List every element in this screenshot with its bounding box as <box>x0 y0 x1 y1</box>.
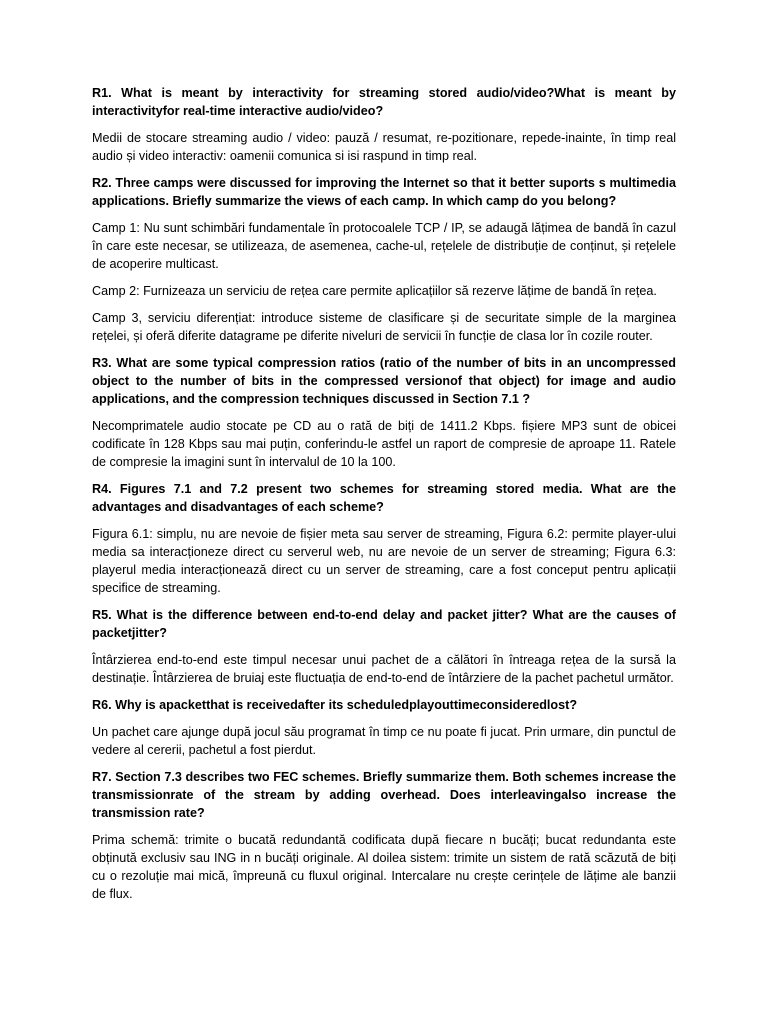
question-r3: R3. What are some typical compression ratios (ratio of the number of bits in an uncompressed object to the number of bits in the compressed versionof that object) for image and audio applications, and the compression techniques discussed in Section 7.1 ? <box>92 356 676 406</box>
question-r1: R1. What is meant by interactivity for streaming stored audio/video?What is meant by interactivityfor real-time interactive audio/video? <box>92 86 676 118</box>
question-r4: R4. Figures 7.1 and 7.2 present two schemes for streaming stored media. What are the advantages and disadvantages of each scheme? <box>92 482 676 514</box>
answer-r2-camp1: Camp 1: Nu sunt schimbări fundamentale în protocoalele TCP / IP, se adaugă lățimea de bandă în cazul în care este necesar, se utilizeaza, de asemenea, cache-ul, rețelele de distribuție de conținut, și rețelele de acoperire multicast. <box>92 221 676 271</box>
answer-r1: Medii de stocare streaming audio / video: pauză / resumat, re-pozitionare, repede-inainte, în timp real audio și video interactiv: oamenii comunica si isi raspund in timp real. <box>92 131 676 163</box>
answer-r3: Necomprimatele audio stocate pe CD au o rată de biți de 1411.2 Kbps. fișiere MP3 sunt de obicei codificate în 128 Kbps sau mai puțin, conferindu-le astfel un raport de compresie de aproape 11. Ratele de compresie la imagini sunt în intervalul de 10 la 100. <box>92 419 676 469</box>
question-r2: R2. Three camps were discussed for improving the Internet so that it better suports s multimedia applications. Briefly summarize the views of each camp. In which camp do you belong? <box>92 176 676 208</box>
answer-r2-camp3: Camp 3, serviciu diferențiat: introduce sisteme de clasificare și de securitate simple de la marginea rețelei, și oferă diferite datagrame pe diferite niveluri de servicii în funcție de clasa lor în cozile router. <box>92 311 676 343</box>
question-r7: R7. Section 7.3 describes two FEC schemes. Briefly summarize them. Both schemes increase the transmissionrate of the stream by adding overhead. Does interleavingalso increase the transmission rate? <box>92 770 676 820</box>
answer-r6: Un pachet care ajunge după jocul său programat în timp ce nu poate fi jucat. Prin urmare, din punctul de vedere al cererii, pachetul a fost pierdut. <box>92 725 676 757</box>
answer-r5: Întârzierea end-to-end este timpul necesar unui pachet de a călători în întreaga rețea de la sursă la destinație. Întârzierea de bruiaj este fluctuația de end-to-end de întârziere de la pachet pachetul următor. <box>92 653 676 685</box>
question-r6: R6. Why is apacketthat is receivedafter its scheduledplayouttimeconsideredlost? <box>92 698 578 712</box>
answer-r7: Prima schemă: trimite o bucată redundantă codificata după fiecare n bucăți; bucat redundanta este obținută exclusiv sau ING in n bucăți originale. Al doilea sistem: trimite un sistem de rată scăzută de biți cu o rezoluție mai mică, împreună cu fluxul original. Intercalare nu crește cerințele de lățime ale banzii de flux. <box>92 833 676 901</box>
document-page <box>92 84 676 912</box>
question-r5: R5. What is the difference between end-to-end delay and packet jitter? What are the causes of packetjitter? <box>92 608 676 640</box>
answer-r4: Figura 6.1: simplu, nu are nevoie de fișier meta sau server de streaming, Figura 6.2: permite player-ului media sa interacționeze direct cu serverul web, nu are nevoie de un server de streaming; Figura 6.3: playerul media interacționează direct cu un server de streaming, care a fost conceput pentru aplicații specifice de streaming. <box>92 527 676 595</box>
answer-r2-camp2: Camp 2: Furnizeaza un serviciu de rețea care permite aplicațiilor să rezerve lățime de bandă în rețea. <box>92 284 657 298</box>
